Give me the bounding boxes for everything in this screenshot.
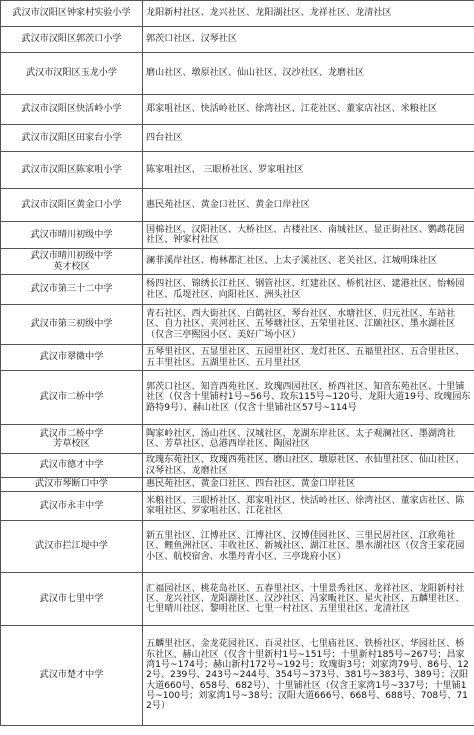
- table-row: [1, 425, 474, 454]
- table-row: [1, 152, 474, 189]
- table-row: [1, 573, 474, 626]
- community-cell: 陈家咀社区、 三眼桥社区、罗家咀社区: [143, 152, 474, 189]
- school-cell: 武汉市二桥中学: [1, 371, 143, 425]
- table-row: [1, 521, 474, 573]
- community-cell: 青石社区、西大街社区、白鹤社区、琴台社区、水塘社区、归元社区、车站社区、自力社区、夹河社区、五琴塘社区、五荣里社区、江颐社区、墨水湖社区（仅含三亭熙园小区、美好广场小区）: [143, 305, 474, 345]
- school-cell: 武汉市第三初级中学: [1, 305, 143, 345]
- table-row: [1, 345, 474, 371]
- community-cell: 五麟里社区、金龙花园社区、百灵社区、七里庙社区、铁桥社区、华园社区、桥东社区、赫山社区（仅含十里新村1号~151号；十里新村185号~267号；昌家湾1号~174号；赫山新村172号~192号；玫瑰街3号；刘家湾79号、86号、122号、239号、243号~244号、354号~373号、381号~383号、389号；汉阳大道660号、658号、682号）、十里铺社区（仅含王家湾1号~337号；十里铺1号~100号；刘家湾1号~38号；汉阳大道666号、668号、688号、708号、712号）: [143, 626, 474, 726]
- table-row: [1, 275, 474, 305]
- school-cell: 武汉市汉阳区快活岭小学: [1, 95, 143, 125]
- community-cell: 惠民苑社区、黄金口社区、黄金口岸社区: [143, 189, 474, 222]
- table-row: [1, 27, 474, 53]
- table-row: [1, 222, 474, 249]
- school-cell: 武汉市汉阳区陈家咀小学: [1, 152, 143, 189]
- school-cell: 武汉市汉阳区郭茨口小学: [1, 27, 143, 53]
- school-cell: 武汉市第三十二中学: [1, 275, 143, 305]
- school-cell: 武汉市拦江堤中学: [1, 521, 143, 573]
- table-row: [1, 125, 474, 152]
- community-cell: 新五里社区、江博社区、江博社区、汉博佳园社区、三里民居社区、江欣苑社区、鲤鱼洲社区、丰收社区、新城社区、湖江社区、墨水湖社区（仅含王家花园小区、航校宿舍、水墨丹青小区、三亭珑府小区）: [143, 521, 474, 573]
- school-cell: 武汉市琴断口中学: [1, 478, 143, 492]
- community-cell: 汇福园社区、桃花岛社区、五春里社区、十里景秀社区、龙祥社区、龙阳新村社区、龙兴社区、龙阳湖社区、汉沙社区、冯家畈社区、星火社区、五麟里社区、七里晴川社区、黎明社区、七里一村社区、五里里社区、龙清社区: [143, 573, 474, 626]
- table-row: [1, 249, 474, 275]
- community-cell: 澜菲溪岸社区、梅林都汇社区、上太子溪社区、老关社区、江城明珠社区: [143, 249, 474, 275]
- table-row: [1, 95, 474, 125]
- school-cell: 武汉市永丰中学: [1, 492, 143, 521]
- community-cell: 郑家咀社区、快活岭社区、徐湾社区、江花社区、董家店社区、米粮社区: [143, 95, 474, 125]
- community-cell: 陶家岭社区、汤山社区、汉城社区、龙湖东岸社区、太子观澜社区、墨湖湾社区、芳草社区、总港西岸社区、陶园社区: [143, 425, 474, 454]
- table-row: [1, 454, 474, 478]
- table-row: [1, 305, 474, 345]
- school-cell: 武汉市七里中学: [1, 573, 143, 626]
- table-row: [1, 492, 474, 521]
- table-row: [1, 1, 474, 27]
- school-cell: 武汉市汉阳区黄金口小学: [1, 189, 143, 222]
- school-cell: 武汉市汉阳区钟家村实验小学: [1, 1, 143, 27]
- community-cell: 郭茨口社区、汉琴社区: [143, 27, 474, 53]
- community-cell: 杨四社区、锦绣长江社区、钢管社区、红建社区、桥机社区、建港社区、怡畅园社区、瓜堤社区、向阳社区、洲头社区: [143, 275, 474, 305]
- table-row: [1, 478, 474, 492]
- table-row: [1, 371, 474, 425]
- table-row: [1, 626, 474, 726]
- community-cell: 磨山社区、墩原社区、仙山社区、汉沙社区、龙磨社区: [143, 53, 474, 95]
- school-cell: 武汉市晴川初级中学 英才校区: [1, 249, 143, 275]
- community-cell: 四台社区: [143, 125, 474, 152]
- school-cell: 武汉市楚才中学: [1, 626, 143, 726]
- table-row: [1, 189, 474, 222]
- school-cell: 武汉市汉阳区玉龙小学: [1, 53, 143, 95]
- school-cell: 武汉市德才中学: [1, 454, 143, 478]
- community-cell: 玫瑰东苑社区、玫瑰西苑社区、磨山社区、墩原社区、水仙里社区、仙山社区、汉琴社区、龙磨社区: [143, 454, 474, 478]
- community-cell: 米粮社区、三眼桥社区、郑家咀社区、快活岭社区、徐湾社区、董家店社区、陈家咀社区、罗家咀社区、江花社区: [143, 492, 474, 521]
- table-row: [1, 53, 474, 95]
- school-cell: 武汉市翠微中学: [1, 345, 143, 371]
- school-cell: 武汉市晴川初级中学: [1, 222, 143, 249]
- community-cell: 五琴里社区、五显里社区、五园里社区、龙灯社区、五福里社区、五合里社区、五丰里社区、五湖里社区、五月里社区: [143, 345, 474, 371]
- community-cell: 国棉社区、汉阳社区、大桥社区、古楼社区、南城社区、显正街社区、鹦鹉花园社区、钟家村社区: [143, 222, 474, 249]
- school-cell: 武汉市汉阳区田家台小学: [1, 125, 143, 152]
- community-cell: 龙阳新村社区、龙兴社区、龙阳湖社区、龙祥社区、龙清社区: [143, 1, 474, 27]
- school-cell: 武汉市二桥中学 芳草校区: [1, 425, 143, 454]
- community-cell: 惠民苑社区、黄金口社区、四台社区、黄金口岸社区: [143, 478, 474, 492]
- community-cell: 郭茨口社区、知音西苑社区、玫瑰西园社区、桥西社区、知音东苑社区、十里铺社区（仅含十里铺村1号~56号、玫东115号~120号、龙阳大道19号、玫瑰园东路特9号）、赫山社区（仅含十里铺社区57号~114号: [143, 371, 474, 425]
